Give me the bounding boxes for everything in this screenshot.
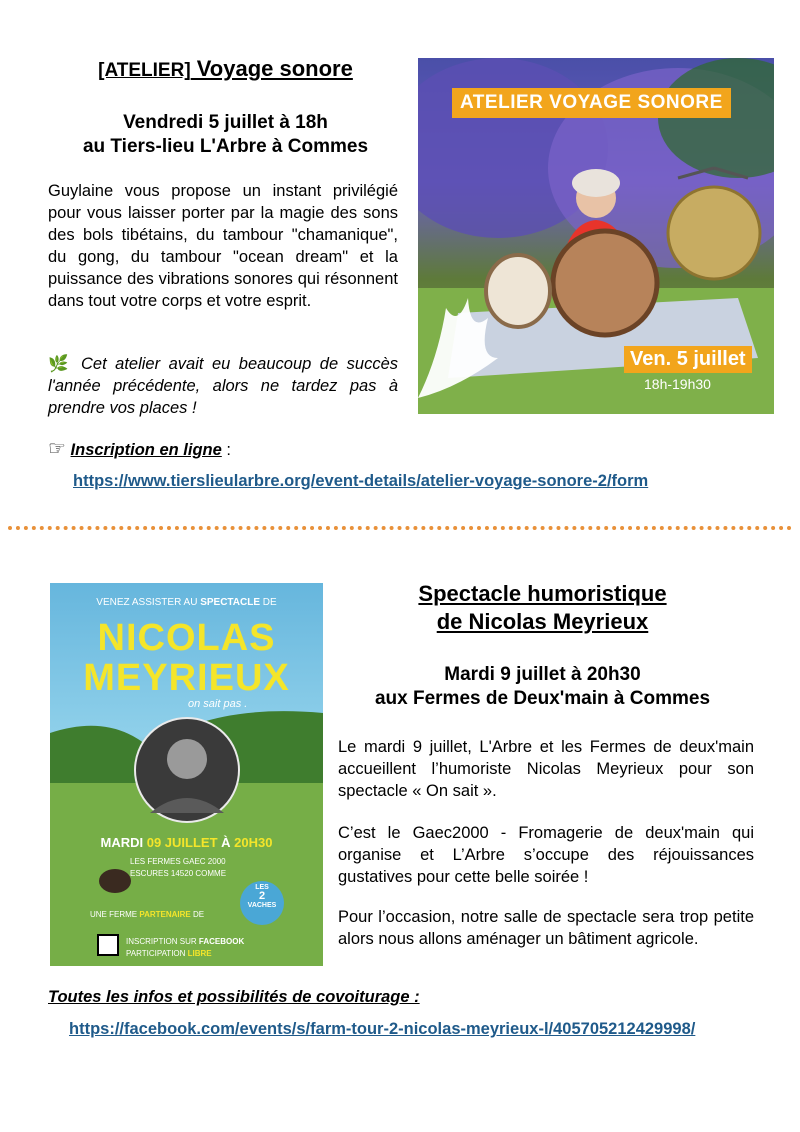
section-separator — [8, 526, 792, 530]
poster2-date-a: MARDI — [100, 835, 147, 850]
event1-note-text: Cet atelier avait eu beaucoup de succès l'année précédente, alors ne tardez pas à prendre vos places ! — [48, 355, 398, 417]
event2-facebook-link[interactable]: https://facebook.com/events/s/farm-tour-2-nicolas-meyrieux-l/405705212429998/ — [69, 1020, 696, 1038]
poster2-venue1: LES FERMES GAEC 2000 — [130, 857, 226, 866]
event1-title-text: Voyage sonore — [190, 56, 353, 81]
signup-colon: : — [221, 441, 231, 459]
atelier-poster-image — [418, 58, 774, 414]
event2-para1: Le mardi 9 juillet, L'Arbre et les Fermes de deux'main accueillent l’humoriste Nicolas Meyrieux pour son spectacle « On sait ». — [338, 738, 754, 800]
poster2-badge — [240, 883, 284, 910]
poster2-info1-a: INSCRIPTION SUR — [126, 937, 199, 946]
poster2-partner-b: PARTENAIRE — [139, 910, 191, 919]
poster2-top-line — [50, 597, 323, 608]
event2-date: Mardi 9 juillet à 20h30 — [444, 664, 641, 685]
poster2-top-a: VENEZ ASSISTER AU — [96, 597, 201, 608]
poster2-date-d: 20H30 — [234, 835, 273, 850]
poster2-info1 — [126, 937, 244, 946]
poster2-tagline: on sait pas . — [188, 698, 248, 710]
poster2-name1: NICOLAS — [97, 617, 276, 659]
event2-title — [340, 580, 745, 636]
poster2-partner — [90, 910, 204, 919]
spectacle-poster-image — [50, 583, 323, 966]
event1-url-link[interactable]: https://www.tierslieularbre.org/event-details/atelier-voyage-sonore-2/form — [73, 472, 649, 490]
event2-title-line2: de Nicolas Meyrieux — [436, 609, 649, 634]
poster2-info2 — [126, 949, 212, 958]
poster2-info1-b: FACEBOOK — [198, 937, 245, 946]
event1-title — [48, 56, 403, 82]
event2-para2: C’est le Gaec2000 - Fromagerie de deux'main qui organise et L’Arbre s’occupe des réjouissances gustatives pour cette belle soirée ! — [338, 824, 754, 886]
event1-place: au Tiers-lieu L'Arbre à Commes — [82, 136, 369, 157]
event1-description: Guylaine vous propose un instant privilégié pour vous laisser porter par la magie des sons des bols tibétains, du tambour "chamanique", du gong, du tambour "ocean dream" et la puissance des vibrations sonores qui résonnent dans tout votre corps et votre esprit. — [48, 182, 398, 310]
poster2-name2: MEYRIEUX — [83, 657, 290, 699]
poster2-top-b: SPECTACLE — [200, 597, 261, 608]
poster2-date-c: À — [217, 835, 235, 850]
event1-title-tag: [ATELIER] — [98, 60, 191, 81]
poster1-banner: ATELIER VOYAGE SONORE — [452, 88, 731, 118]
event2-title-line1: Spectacle humoristique — [418, 581, 667, 606]
event1-date: Vendredi 5 juillet à 18h — [123, 112, 328, 133]
poster2-badge2: 2 — [258, 890, 266, 902]
event2-covoit-label: Toutes les infos et possibilités de covoiturage : — [48, 988, 420, 1006]
poster2-date-b: 09 JUILLET — [146, 835, 218, 850]
signup-link[interactable]: Inscription en ligne — [70, 441, 222, 459]
event2-para3: Pour l’occasion, notre salle de spectacle sera trop petite alors nous allons aménager un bâtiment agricole. — [338, 908, 754, 948]
poster2-partner-c: DE — [190, 910, 205, 919]
event1-note — [48, 353, 398, 419]
poster2-info2-a: PARTICIPATION — [126, 949, 188, 958]
poster2-badge3: VACHES — [247, 902, 277, 909]
poster2-info2-b: LIBRE — [187, 949, 212, 958]
poster2-date — [50, 835, 323, 850]
poster1-time: 18h-19h30 — [644, 376, 711, 392]
poster2-partner-a: UNE FERME — [90, 910, 140, 919]
pointing-hand-icon: ☞ — [48, 438, 66, 460]
poster2-venue2: ESCURES 14520 COMME — [130, 869, 227, 878]
poster1-date: Ven. 5 juillet — [624, 346, 752, 373]
event1-signup — [48, 436, 231, 461]
event2-place: aux Fermes de Deux'main à Commes — [374, 688, 711, 709]
poster2-top-c: DE — [260, 597, 277, 608]
poster2-badge1: LES — [255, 884, 269, 891]
leaf-icon: 🌿 — [48, 355, 73, 373]
